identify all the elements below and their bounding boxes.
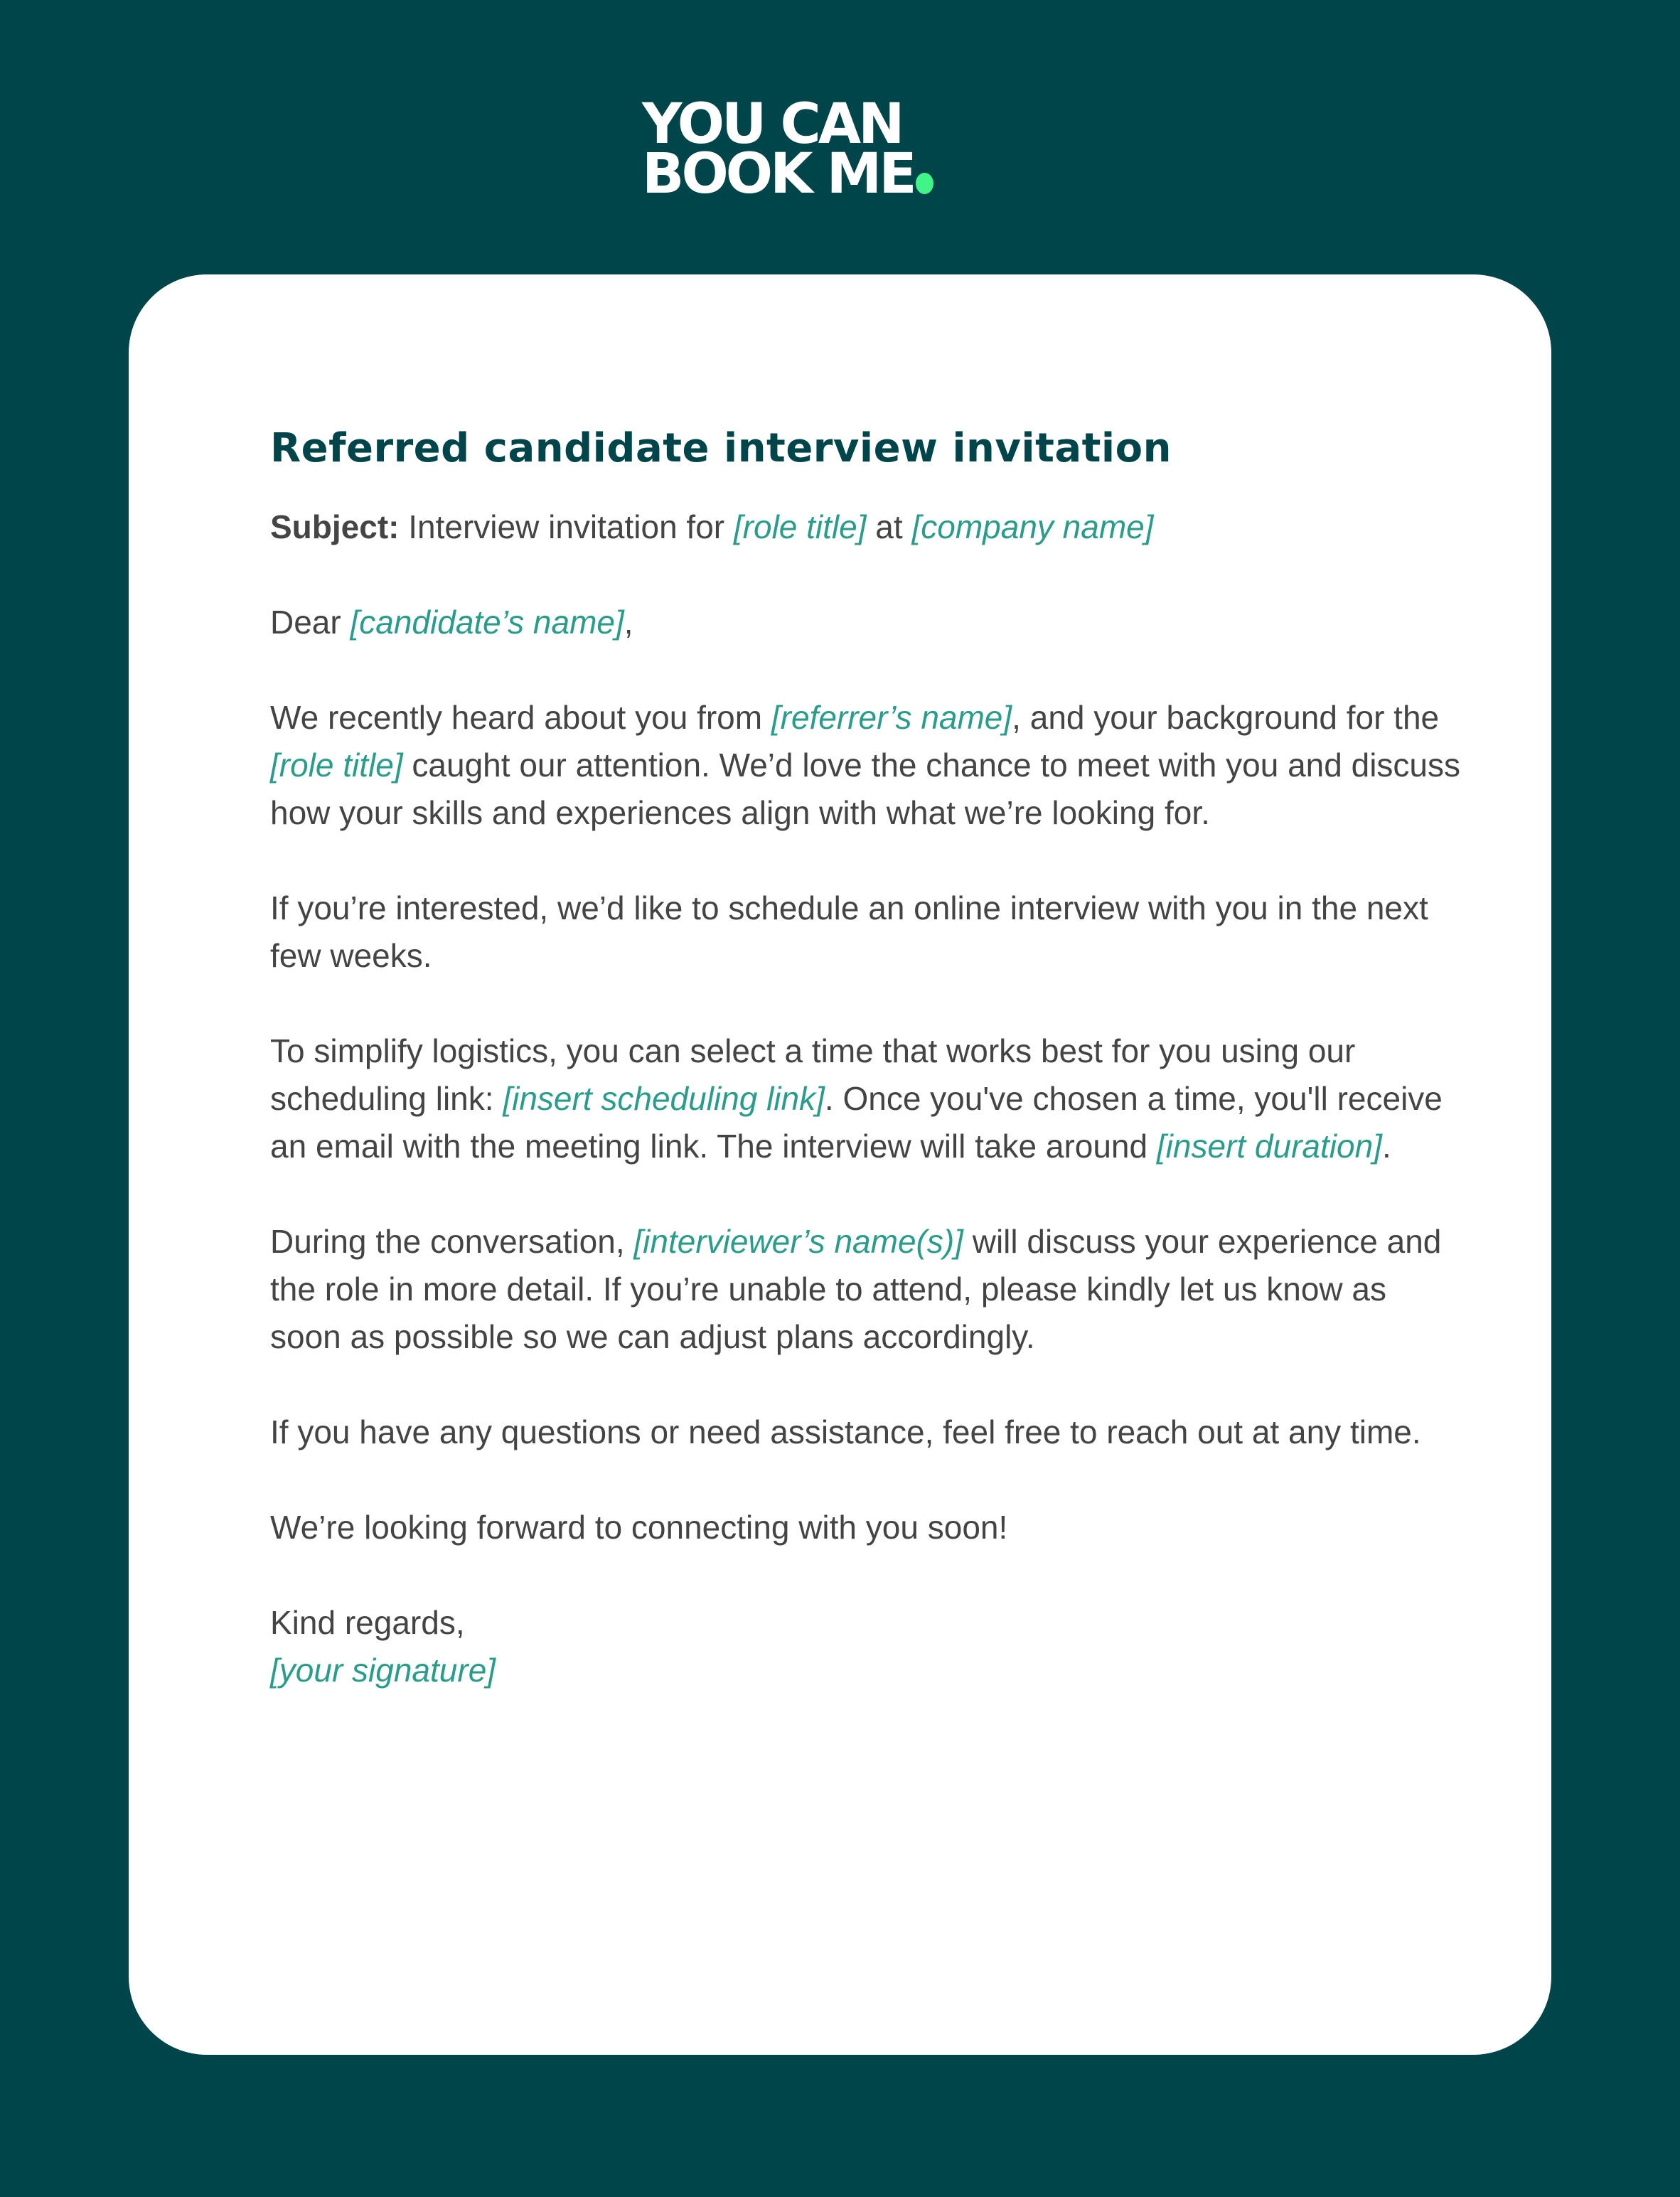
paragraph-questions: If you have any questions or need assistance, feel free to reach out at any time. bbox=[270, 1413, 1421, 1450]
logo-line-2 bbox=[642, 142, 1040, 206]
logo-line-1: YOU CAN bbox=[642, 92, 902, 156]
paragraph-conversation bbox=[270, 1218, 1465, 1361]
para4-text-2: will discuss your experience and the role in more detail. If you’re unable to attend, please kindly let us know as soon as possible so we can adjust plans accordingly. bbox=[270, 1223, 1442, 1355]
email-template-card bbox=[129, 274, 1551, 2055]
greeting-comma: , bbox=[624, 604, 633, 641]
placeholder-candidate-name: [candidate’s name] bbox=[350, 604, 624, 641]
subject-label: Subject: bbox=[270, 508, 400, 545]
para1-text-1: We recently heard about you from bbox=[270, 699, 771, 736]
subject-line bbox=[270, 503, 1465, 551]
you-can-book-me-logo bbox=[642, 92, 1040, 206]
placeholder-referrer-name: [referrer’s name] bbox=[771, 699, 1012, 736]
greeting-text: Dear bbox=[270, 604, 351, 641]
paragraph-looking-forward: We’re looking forward to connecting with you soon! bbox=[270, 1509, 1008, 1546]
closing-text: Kind regards, bbox=[270, 1604, 465, 1641]
placeholder-scheduling-link: [insert scheduling link] bbox=[503, 1080, 825, 1117]
para1-text-3: caught our attention. We’d love the chance to meet with you and discuss how your skills and experiences align with what we’re looking for. bbox=[270, 747, 1461, 831]
placeholder-interviewer-names: [interviewer’s name(s)] bbox=[633, 1223, 963, 1260]
subject-text: Interview invitation for bbox=[399, 508, 734, 545]
closing bbox=[270, 1599, 1465, 1694]
paragraph-referral bbox=[270, 694, 1465, 837]
para1-text-2: , and your background for the bbox=[1012, 699, 1440, 736]
subject-text-at: at bbox=[866, 508, 912, 545]
para4-text-1: During the conversation, bbox=[270, 1223, 634, 1260]
placeholder-duration: [insert duration] bbox=[1156, 1128, 1382, 1165]
para3-text-1: To simplify logistics, you can select a time that works best for you using our scheduling link: bbox=[270, 1032, 1356, 1117]
placeholder-role-title: [role title] bbox=[733, 508, 867, 545]
para3-text-3: . bbox=[1381, 1128, 1391, 1165]
placeholder-company-name: [company name] bbox=[911, 508, 1154, 545]
placeholder-role-title-2: [role title] bbox=[270, 747, 403, 784]
logo-dot-icon bbox=[916, 173, 933, 194]
para3-text-2: . Once you've chosen a time, you'll receive an email with the meeting link. The interview will take around bbox=[270, 1080, 1443, 1165]
logo-line-2-text: BOOK ME bbox=[642, 142, 914, 206]
page-title: Referred candidate interview invitation bbox=[270, 425, 1172, 471]
greeting bbox=[270, 599, 1465, 646]
paragraph-interest: If you’re interested, we’d like to schedule an online interview with you in the next few weeks. bbox=[270, 889, 1428, 974]
paragraph-scheduling bbox=[270, 1027, 1465, 1170]
placeholder-signature: [your signature] bbox=[270, 1652, 496, 1689]
email-template-content bbox=[270, 424, 1465, 1694]
